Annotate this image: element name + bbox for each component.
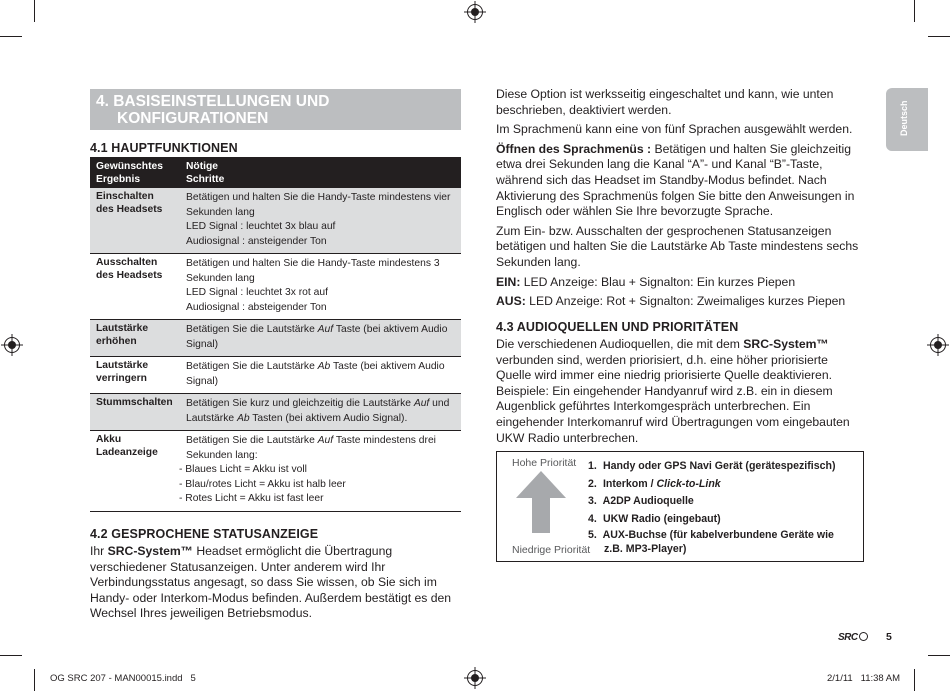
section-title xyxy=(96,93,457,127)
registration-mark-icon xyxy=(4,337,20,353)
high-priority-label: Hohe Priorität xyxy=(512,457,577,469)
row-key: Einschalten des Headsets xyxy=(90,188,180,254)
aus-line: AUS: LED Anzeige: Rot + Signalton: Zweimaliges kurzes Piepen xyxy=(496,294,846,309)
table-row xyxy=(90,357,461,394)
low-priority-label: Niedrige Priorität xyxy=(512,544,591,556)
crop-mark xyxy=(928,36,950,37)
section-title-line: KONFIGURATIONEN xyxy=(117,110,269,127)
paragraph: Öffnen des Sprachmenüs : Betätigen und halten Sie gleichzeitig etwa drei Sekunden lang die Kanal “A”- und Kanal “B”-Taste, während sich das Headset im Standby-Modus befindet. Nach Aktivierung des Sprachmenüs folgen Sie bitte den Anweisungen in Englisch oder wählen Sie Ihre bevorzugte Sprache. xyxy=(496,141,855,219)
section-title-banner xyxy=(90,89,461,130)
row-key: Lautstärke verringern xyxy=(90,357,180,394)
heading-4-2: 4.2 GESPROCHENE STATUSANZEIGE xyxy=(90,527,319,541)
right-column-text xyxy=(496,87,862,314)
table-row xyxy=(90,188,461,254)
table-row xyxy=(90,431,461,512)
crop-mark xyxy=(0,36,22,37)
row-steps: Betätigen Sie kurz und gleichzeitig die Lautstärke Auf und Lautstärke Ab Tasten (bei aktivem Audio Signal). xyxy=(180,394,461,431)
paragraph-4-2: Ihr SRC-System™ Headset ermöglicht die Übertragung verschiedener Statusanzeigen. Unter anderem wird Ihr Verbindungsstatus angesagt, so dass Sie wissen, ob Sie sich im Handy- oder Interkom-Modus befinden. Außerdem bestätigt es den Wechsel Ihres jeweiligen Betriebsmodus. xyxy=(90,544,452,621)
row-steps: Betätigen und halten Sie die Handy-Taste mindestens vier Sekunden lang LED Signal : leuchtet 3x blau auf Audiosignal : ansteigender Ton xyxy=(180,188,461,254)
crop-mark xyxy=(0,655,22,656)
section-title-line: 4. BASISEINSTELLUNGEN UND xyxy=(96,93,330,110)
list-item: 3. A2DP Audioquelle xyxy=(588,495,694,508)
column-header-steps: Nötige Schritte xyxy=(180,157,461,188)
row-key: Lautstärke erhöhen xyxy=(90,320,180,357)
priority-box xyxy=(496,451,864,562)
list-item: 4. UKW Radio (eingebaut) xyxy=(588,512,721,525)
heading-4-1: 4.1 HAUPTFUNKTIONEN xyxy=(90,141,238,155)
row-key: Ausschalten des Headsets xyxy=(90,254,180,320)
column-header-result: Gewünschtes Ergebnis xyxy=(90,157,180,188)
list-item: 5. AUX-Buchse (für kabelverbundene Geräte wie z.B. MP3-Player) xyxy=(588,529,834,555)
registration-mark-icon xyxy=(467,4,483,20)
file-name: OG SRC 207 - MAN00015.indd 5 xyxy=(50,673,196,684)
registration-mark-icon xyxy=(467,670,483,686)
row-key: Stummschalten xyxy=(90,394,180,431)
row-steps: Betätigen Sie die Lautstärke Ab Taste (bei aktivem Audio Signal) xyxy=(180,357,461,394)
paragraph: Im Sprachmenü kann eine von fünf Sprachen ausgewählt werden. xyxy=(496,122,853,137)
timestamp: 2/1/11 11:38 AM xyxy=(827,673,901,684)
up-arrow-icon xyxy=(516,471,566,533)
brand-logo: SRC xyxy=(838,632,868,643)
table-row xyxy=(90,254,461,320)
registration-mark-icon xyxy=(930,337,946,353)
functions-table xyxy=(90,157,461,512)
crop-mark xyxy=(928,655,950,656)
row-steps: Betätigen Sie die Lautstärke Auf Taste (bei aktivem Audio Signal) xyxy=(180,320,461,357)
priority-list xyxy=(588,458,856,556)
crop-mark xyxy=(34,669,35,691)
crop-mark xyxy=(914,669,915,691)
ein-line: EIN: LED Anzeige: Blau + Signalton: Ein kurzes Piepen xyxy=(496,274,796,289)
language-tab-label: Deutsch xyxy=(899,100,909,136)
row-steps: Betätigen und halten Sie die Handy-Taste mindestens 3 Sekunden lang LED Signal : leuchtet 3x rot auf Audiosignal : absteigender Ton xyxy=(180,254,461,320)
table-row xyxy=(90,320,461,357)
language-tab xyxy=(886,88,928,151)
paragraph-4-3: Die verschiedenen Audioquellen, die mit dem SRC-System™ verbunden sind, werden priorisiert, d.h. eine höher priorisierte Quelle wird immer eine niedrig priorisierte Quelle deaktivieren. Beispiele: Ein eingehender Handyanruf wird z.B. ein in diesem Augenblick geführtes Interkomgespräch unterbrechen. Ein eingehender Interkomanruf wird Übertragungen vom eingebauten UKW Radio unterbrechen. xyxy=(496,337,850,445)
crop-mark xyxy=(34,0,35,22)
paragraph: Zum Ein- bzw. Ausschalten der gesprochenen Statusanzeigen betätigen und halten Sie die Lautstärke Ab Taste mindestens sechs Sekunden lang. xyxy=(496,223,859,269)
page-number: 5 xyxy=(886,631,892,643)
table-row xyxy=(90,394,461,431)
table-header-row xyxy=(90,157,461,188)
row-steps: Betätigen Sie die Lautstärke Auf Taste mindestens drei Sekunden lang: - Blaues Licht = Akku ist voll - Blau/rotes Licht = Akku ist halb leer - Rotes Licht = Akku ist fast leer xyxy=(180,431,461,512)
paragraph: Diese Option ist werksseitig eingeschaltet und kann, wie unten beschrieben, deaktiviert werden. xyxy=(496,87,834,117)
row-key: Akku Ladeanzeige xyxy=(90,431,180,512)
crop-mark xyxy=(914,0,915,22)
list-item: 1. Handy oder GPS Navi Gerät (gerätespezifisch) xyxy=(588,460,836,472)
list-item: 2. Interkom / Click-to-Link xyxy=(588,477,721,490)
heading-4-3: 4.3 AUDIOQUELLEN UND PRIORITÄTEN xyxy=(496,320,739,334)
